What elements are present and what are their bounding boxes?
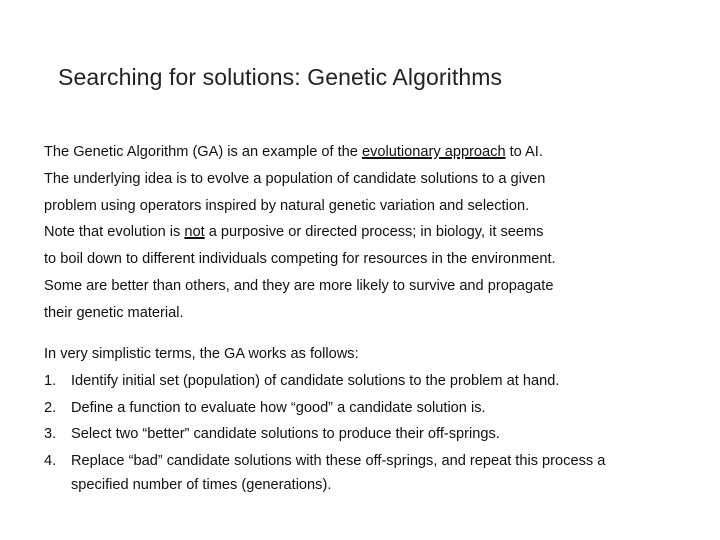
step-text: Replace “bad” candidate solutions with these off-springs, and repeat this process a bbox=[71, 453, 606, 470]
steps-section bbox=[44, 341, 694, 495]
list-item bbox=[44, 395, 694, 422]
steps-intro: In very simplistic terms, the GA works as follows: bbox=[44, 346, 359, 362]
paragraph-line: their genetic material. bbox=[44, 304, 184, 321]
step-text: Define a function to evaluate how “good” a candidate solution is. bbox=[71, 399, 486, 416]
highlighted-term: evolutionary approach bbox=[361, 144, 506, 160]
list-item bbox=[44, 448, 694, 475]
paragraph-line: The underlying idea is to evolve a population of candidate solutions to a given bbox=[44, 170, 546, 187]
list-item bbox=[44, 421, 694, 448]
step-number: 3. bbox=[44, 426, 57, 443]
paragraph-line bbox=[44, 139, 694, 166]
step-number: 1. bbox=[44, 372, 57, 389]
step-text: Identify initial set (population) of candidate solutions to the problem at hand. bbox=[71, 372, 560, 389]
paragraph-line: Some are better than others, and they are more likely to survive and propagate bbox=[44, 277, 554, 294]
step-number: 4. bbox=[44, 453, 57, 470]
text-segment: to AI. bbox=[505, 144, 543, 160]
text-segment: a purposive or directed process; in biology, it seems bbox=[204, 224, 544, 241]
paragraph-line: problem using operators inspired by natural genetic variation and selection. bbox=[44, 197, 530, 214]
step-text: Select two “better” candidate solutions to produce their off-springs. bbox=[71, 426, 500, 443]
highlighted-term: not bbox=[184, 224, 205, 241]
text-segment: Note that evolution is bbox=[44, 224, 185, 241]
slide-title: Searching for solutions: Genetic Algorithms bbox=[58, 64, 503, 90]
intro-paragraph bbox=[44, 139, 694, 327]
text-segment: The Genetic Algorithm (GA) is an example of the bbox=[44, 144, 362, 160]
step-number: 2. bbox=[44, 399, 57, 416]
list-item bbox=[44, 368, 694, 395]
step-continuation: specified number of times (generations). bbox=[71, 476, 332, 493]
paragraph-line bbox=[44, 219, 694, 246]
paragraph-line: to boil down to different individuals competing for resources in the environment. bbox=[44, 251, 556, 268]
